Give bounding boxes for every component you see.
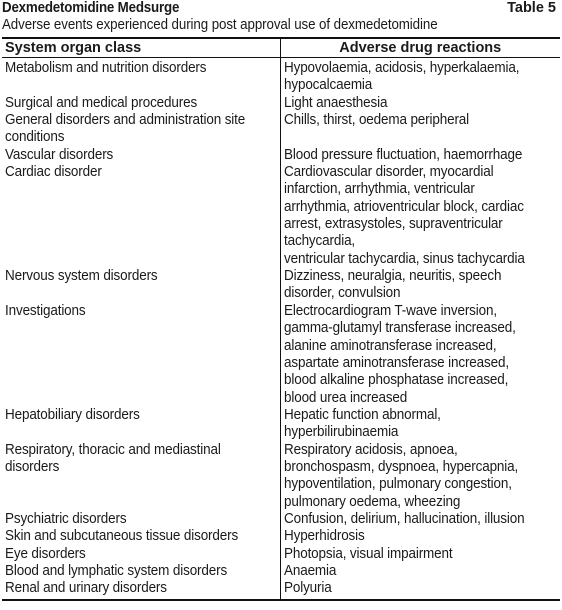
reaction-line: disorder, convulsion	[283, 285, 400, 302]
adverse-reactions-cell	[280, 407, 560, 442]
reaction-text	[284, 285, 558, 302]
system-organ-class-cell	[2, 563, 280, 580]
reaction-text	[284, 147, 558, 164]
adverse-reactions-cell	[280, 511, 560, 528]
table-row	[2, 303, 560, 407]
reaction-text	[284, 77, 558, 94]
organ-class-text	[5, 60, 277, 77]
reaction-line: Hypovolaemia, acidosis, hyperkalaemia,	[283, 60, 519, 76]
organ-class-text	[5, 129, 277, 146]
table-caption: Adverse events experienced during post approval use of dexmedetomidine	[2, 17, 438, 33]
adverse-reactions-cell	[280, 563, 560, 580]
organ-class-text	[5, 407, 277, 424]
reaction-text	[284, 303, 558, 320]
reaction-text	[284, 95, 558, 112]
system-organ-class-cell	[2, 442, 280, 511]
organ-class-text	[5, 563, 277, 580]
system-organ-class-cell	[2, 112, 280, 147]
reaction-line: aspartate aminotransferase increased,	[283, 354, 509, 371]
system-organ-class-cell	[2, 303, 280, 407]
reaction-line: tachycardia,	[283, 233, 355, 250]
reaction-text	[284, 476, 558, 493]
organ-class-line: Respiratory, thoracic and mediastinal	[5, 441, 221, 458]
system-organ-class-cell	[2, 528, 280, 545]
system-organ-class-cell	[2, 580, 280, 599]
organ-class-text	[5, 95, 277, 112]
reaction-line: bronchospasm, dyspnoea, hypercapnia,	[283, 458, 518, 475]
table-number-label: Table 5	[507, 0, 556, 16]
reaction-text	[284, 216, 558, 233]
reaction-line: Respiratory acidosis, apnoea,	[283, 441, 458, 458]
reaction-line: Anaemia	[283, 562, 336, 579]
organ-class-line: Cardiac disorder	[5, 164, 102, 181]
reaction-text	[284, 563, 558, 580]
system-organ-class-cell	[2, 268, 280, 303]
reaction-line: Hyperhidrosis	[283, 528, 365, 545]
reaction-line: arrhythmia, atrioventricular block, cardiac	[283, 198, 524, 215]
adverse-reactions-cell	[280, 268, 560, 303]
system-organ-class-cell	[2, 164, 280, 268]
organ-class-line: Renal and urinary disorders	[5, 580, 167, 597]
reaction-line: hypoventilation, pulmonary congestion,	[283, 476, 512, 493]
reaction-line: alanine aminotransferase increased,	[283, 337, 497, 354]
organ-class-text	[5, 147, 277, 164]
reaction-text	[284, 164, 558, 181]
reaction-line: Confusion, delirium, hallucination, illusion	[283, 510, 524, 527]
reaction-line: Chills, thirst, oedema peripheral	[283, 112, 469, 129]
reaction-text	[284, 60, 558, 77]
reaction-line: hypocalcaemia	[283, 77, 372, 94]
system-organ-class-cell	[2, 95, 280, 112]
reaction-text	[284, 494, 558, 511]
system-organ-class-cell	[2, 407, 280, 442]
table-row	[2, 95, 560, 112]
organ-class-line: Surgical and medical procedures	[5, 94, 198, 111]
adverse-reactions-cell	[280, 580, 560, 599]
adverse-reactions-cell	[280, 164, 560, 268]
organ-class-text	[5, 546, 277, 563]
organ-class-line: disorders	[5, 458, 60, 475]
organ-class-text	[5, 580, 277, 597]
document-header	[2, 0, 560, 17]
reaction-text	[284, 580, 558, 597]
reaction-line: pulmonary oedema, wheezing	[283, 493, 460, 510]
organ-class-line: General disorders and administration site	[5, 112, 246, 129]
reaction-text	[284, 181, 558, 198]
organ-class-text	[5, 112, 277, 129]
reaction-line: Polyuria	[283, 580, 332, 597]
organ-class-line: Metabolism and nutrition disorders	[5, 60, 207, 76]
reaction-text	[284, 511, 558, 528]
system-organ-class-cell	[2, 58, 280, 95]
organ-class-text	[5, 442, 277, 459]
system-organ-class-cell	[2, 546, 280, 563]
reaction-line: ventricular tachycardia, sinus tachycardia	[283, 250, 525, 267]
table-row	[2, 528, 560, 545]
organ-class-text	[5, 459, 277, 476]
adverse-reactions-cell	[280, 303, 560, 407]
reaction-text	[284, 233, 558, 250]
document-title: Dexmedetomidine Medsurge	[2, 0, 180, 16]
organ-class-line: Psychiatric disorders	[5, 510, 127, 527]
table-row	[2, 112, 560, 147]
table-row	[2, 511, 560, 528]
adverse-reactions-cell	[280, 546, 560, 563]
table-row	[2, 546, 560, 563]
reaction-text	[284, 459, 558, 476]
organ-class-text	[5, 268, 277, 285]
organ-class-line: Vascular disorders	[5, 146, 114, 163]
reaction-text	[284, 199, 558, 216]
table-row	[2, 147, 560, 164]
adverse-reactions-cell	[280, 58, 560, 95]
reaction-line: arrest, extrasystoles, supraventricular	[283, 216, 503, 233]
reaction-line: blood urea increased	[283, 389, 407, 406]
reaction-text	[284, 338, 558, 355]
reaction-text	[284, 112, 558, 129]
organ-class-line: Hepatobiliary disorders	[5, 406, 140, 423]
table-row	[2, 58, 560, 95]
table-row	[2, 563, 560, 580]
reaction-text	[284, 251, 558, 268]
column-header-organ-class: System organ class	[2, 38, 280, 58]
reaction-text	[284, 390, 558, 407]
table-body	[2, 58, 560, 600]
table-row	[2, 442, 560, 511]
reaction-text	[284, 424, 558, 441]
table-row	[2, 268, 560, 303]
organ-class-line: Nervous system disorders	[5, 268, 158, 285]
organ-class-text	[5, 303, 277, 320]
reaction-text	[284, 442, 558, 459]
adverse-reactions-cell	[280, 112, 560, 147]
reaction-line: Electrocardiogram T-wave inversion,	[283, 302, 497, 319]
reaction-text	[284, 528, 558, 545]
reaction-line: Photopsia, visual impairment	[283, 545, 452, 562]
reaction-line: Dizziness, neuralgia, neuritis, speech	[283, 268, 501, 285]
adverse-reactions-cell	[280, 95, 560, 112]
reaction-text	[284, 320, 558, 337]
organ-class-text	[5, 528, 277, 545]
reaction-line: Cardiovascular disorder, myocardial	[283, 164, 493, 181]
organ-class-text	[5, 511, 277, 528]
column-header-adverse-reactions: Adverse drug reactions	[280, 38, 560, 58]
organ-class-line: Blood and lymphatic system disorders	[5, 562, 228, 579]
reaction-text	[284, 546, 558, 563]
organ-class-line: Investigations	[5, 302, 86, 319]
reaction-line: Light anaesthesia	[283, 94, 387, 111]
adverse-reactions-cell	[280, 147, 560, 164]
table-row	[2, 164, 560, 268]
reaction-line: Blood pressure fluctuation, haemorrhage	[283, 146, 522, 163]
table-header-row	[2, 38, 560, 58]
table-row	[2, 407, 560, 442]
reaction-line: Hepatic function abnormal,	[283, 406, 441, 423]
table-row	[2, 580, 560, 599]
system-organ-class-cell	[2, 147, 280, 164]
adverse-reactions-cell	[280, 442, 560, 511]
reaction-line: gamma-glutamyl transferase increased,	[283, 320, 516, 337]
reaction-text	[284, 355, 558, 372]
adverse-events-table	[2, 37, 560, 601]
reaction-text	[284, 407, 558, 424]
reaction-line: hyperbilirubinaemia	[283, 424, 398, 441]
reaction-text	[284, 372, 558, 389]
organ-class-line: conditions	[5, 129, 65, 146]
reaction-text	[284, 268, 558, 285]
organ-class-line: Skin and subcutaneous tissue disorders	[5, 528, 239, 545]
adverse-reactions-cell	[280, 528, 560, 545]
organ-class-text	[5, 164, 277, 181]
organ-class-line: Eye disorders	[5, 545, 86, 562]
reaction-line: infarction, arrhythmia, ventricular	[283, 181, 475, 198]
system-organ-class-cell	[2, 511, 280, 528]
reaction-line: blood alkaline phosphatase increased,	[283, 372, 508, 389]
